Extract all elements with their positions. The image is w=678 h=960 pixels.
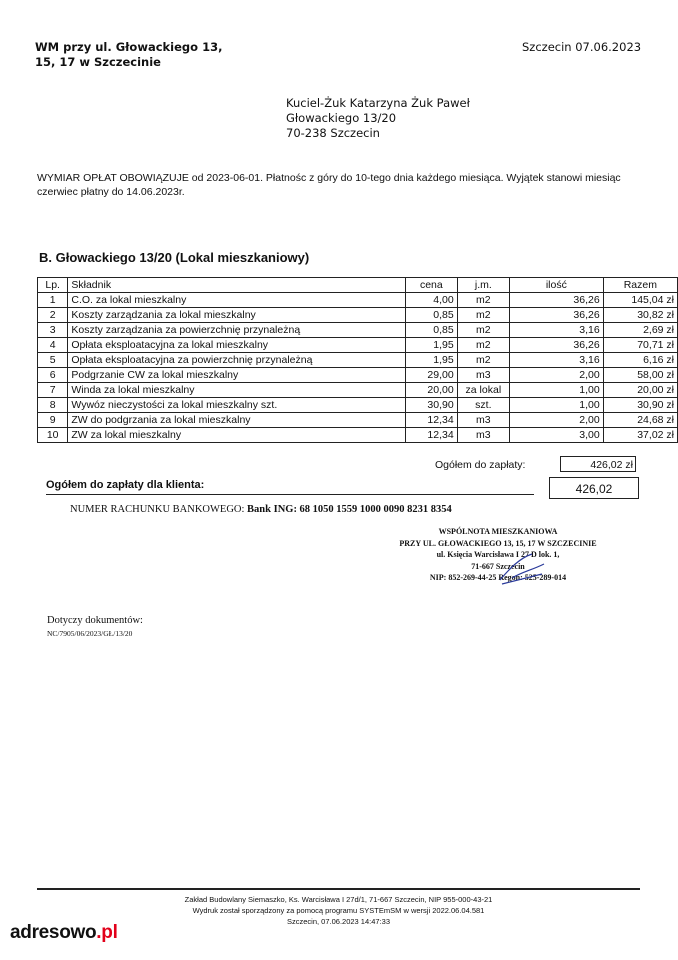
table-header-row [38,278,678,293]
recipient-name: Kuciel-Żuk Katarzyna Żuk Paweł [286,96,470,110]
documents-value: NC/7905/06/2023/GŁ/13/20 [47,629,133,638]
table-row [38,323,678,338]
stamp-line-3: ul. Księcia Warcisława I 27 D lok. 1, [436,550,560,559]
row-unit: szt. [457,398,509,413]
stamp-line-2: PRZY UL. GŁOWACKIEGO 13, 15, 17 W SZCZECINIE [399,538,597,548]
row-quantity: 36,26 [510,293,604,308]
table-row [38,428,678,443]
row-quantity: 3,16 [510,353,604,368]
footer-line-2: Wydruk został sporządzony za pomocą programu SYSTEmSM w wersji 2022.06.04.581 [192,906,485,915]
table-row [38,413,678,428]
client-total-label: Ogółem do zapłaty dla klienta: [46,479,205,491]
row-lp: 7 [38,383,68,398]
total-value: 426,02 zł [560,456,636,472]
row-unit: m2 [457,338,509,353]
row-lp: 6 [38,368,68,383]
row-total: 2,69 zł [603,323,677,338]
header-lp: Lp. [38,278,68,293]
table-row [38,398,678,413]
row-quantity: 36,26 [510,338,604,353]
stamp-line-5: NIP: 852-269-44-25 Regon: 525-289-014 [429,573,567,582]
header-total: Razem [603,278,677,293]
row-quantity: 1,00 [510,398,604,413]
row-unit: m3 [457,368,509,383]
row-unit: m3 [457,413,509,428]
row-component: ZW do podgrzania za lokal mieszkalny [68,413,406,428]
row-unit: m2 [457,353,509,368]
row-unit: m2 [457,323,509,338]
row-price: 29,00 [406,368,458,383]
row-price: 1,95 [406,353,458,368]
row-price: 0,85 [406,308,458,323]
footer-line-3: Szczecin, 07.06.2023 14:47:33 [287,917,390,926]
header-quantity: ilość [510,278,604,293]
row-price: 4,00 [406,293,458,308]
row-price: 20,00 [406,383,458,398]
row-lp: 10 [38,428,68,443]
row-price: 1,95 [406,338,458,353]
row-total: 37,02 zł [603,428,677,443]
row-total: 24,68 zł [603,413,677,428]
row-lp: 3 [38,323,68,338]
stamp-line-1: WSPÓLNOTA MIESZKANIOWA [438,527,558,536]
row-quantity: 3,16 [510,323,604,338]
header-price: cena [406,278,458,293]
table-row [38,293,678,308]
row-component: C.O. za lokal mieszkalny [68,293,406,308]
footer [37,894,640,927]
footer-line-1: Zakład Budowlany Siemaszko, Ks. Warcisława I 27d/1, 71-667 Szczecin, NIP 955-000-43-21 [184,895,493,904]
header-unit: j.m. [457,278,509,293]
payment-notice: WYMIAR OPŁAT OBOWIĄZUJE od 2023-06-01. Płatnośc z góry do 10-tego dnia każdego miesiąca. Wyjątek stanowi miesiąc czerwiec płatny do 14.06.2023r. [37,172,621,198]
row-lp: 5 [38,353,68,368]
watermark-suffix: .pl [96,922,118,943]
row-unit: za lokal [457,383,509,398]
document-date: Szczecin 07.06.2023 [522,40,642,54]
recipient-city: 70-238 Szczecin [286,126,380,140]
row-unit: m2 [457,308,509,323]
table-row [38,338,678,353]
adresowo-watermark [10,922,118,944]
row-total: 30,82 zł [603,308,677,323]
row-component: Opłata eksploatacyjna za powierzchnię przynależną [68,353,406,368]
sender-block [35,40,222,70]
row-quantity: 1,00 [510,383,604,398]
table-row [38,368,678,383]
row-unit: m3 [457,428,509,443]
row-quantity: 2,00 [510,413,604,428]
signature-scribble [492,550,552,590]
row-component: ZW za lokal mieszkalny [68,428,406,443]
table-row [38,383,678,398]
recipient-street: Głowackiego 13/20 [286,111,397,125]
bank-account-number: Bank ING: 68 1050 1559 1000 0090 8231 8354 [247,504,452,515]
row-lp: 8 [38,398,68,413]
client-total-value: 426,02 [549,477,639,499]
table-row [38,308,678,323]
row-component: Winda za lokal mieszkalny [68,383,406,398]
row-price: 30,90 [406,398,458,413]
divider [46,494,534,495]
watermark-brand: adresowo [10,922,97,943]
row-total: 20,00 zł [603,383,677,398]
total-label: Ogółem do zapłaty: [435,459,526,471]
row-lp: 4 [38,338,68,353]
bank-account [70,504,452,515]
stamp-line-4: 71-667 Szczecin [471,561,525,571]
header-component: Składnik [68,278,406,293]
row-total: 145,04 zł [603,293,677,308]
row-lp: 2 [38,308,68,323]
row-component: Koszty zarządzania za powierzchnię przynależną [68,323,406,338]
row-quantity: 36,26 [510,308,604,323]
sender-line-1: WM przy ul. Głowackiego 13, [35,40,223,54]
row-total: 6,16 zł [603,353,677,368]
row-total: 70,71 zł [603,338,677,353]
row-price: 12,34 [406,428,458,443]
row-component: Podgrzanie CW za lokal mieszkalny [68,368,406,383]
row-lp: 1 [38,293,68,308]
row-total: 58,00 zł [603,368,677,383]
row-price: 12,34 [406,413,458,428]
charges-table [37,277,678,443]
row-lp: 9 [38,413,68,428]
row-component: Koszty zarządzania za lokal mieszkalny [68,308,406,323]
documents-label: Dotyczy dokumentów: [47,615,143,626]
row-component: Wywóz nieczystości za lokal mieszkalny szt. [68,398,406,413]
row-unit: m2 [457,293,509,308]
table-row [38,353,678,368]
sender-line-2: 15, 17 w Szczecinie [35,55,161,69]
footer-divider [37,888,640,890]
row-quantity: 3,00 [510,428,604,443]
row-total: 30,90 zł [603,398,677,413]
section-title: B. Głowackiego 13/20 (Lokal mieszkaniowy) [39,250,310,265]
row-quantity: 2,00 [510,368,604,383]
bank-account-label: NUMER RACHUNKU BANKOWEGO: [70,504,245,515]
row-component: Opłata eksploatacyjna za lokal mieszkalny [68,338,406,353]
row-price: 0,85 [406,323,458,338]
recipient-block [286,96,470,141]
